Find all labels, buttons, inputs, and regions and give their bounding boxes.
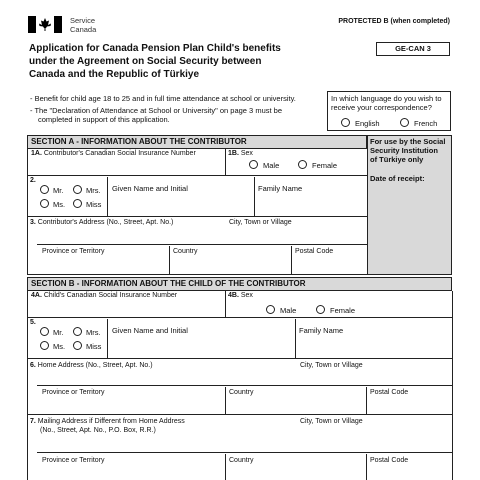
department-name-fr: Canada <box>70 25 97 34</box>
country-label: Country <box>173 248 198 255</box>
contributor-postal-field[interactable] <box>293 258 365 273</box>
child-sin-field[interactable] <box>36 302 222 315</box>
male-label: Male <box>280 306 297 315</box>
contributor-family-name-field[interactable] <box>257 194 365 214</box>
section-a-heading: SECTION A - INFORMATION ABOUT THE CONTRIBUTOR <box>27 135 367 149</box>
contributor-miss-radio[interactable] <box>73 199 82 208</box>
contributor-female-radio[interactable] <box>298 160 307 169</box>
child-ms-radio[interactable] <box>40 341 49 350</box>
mr-label: Mr. <box>53 186 64 195</box>
language-preference-box: In which language do you wish to receive your correspondence? English French <box>327 91 451 131</box>
q3-label: 3. Contributor's Address (No., Street, Apt. No.) <box>30 219 174 226</box>
child-miss-radio[interactable] <box>73 341 82 350</box>
french-label: French <box>414 119 438 128</box>
province-label: Province or Territory <box>42 248 105 255</box>
child-family-name-field[interactable] <box>298 336 450 356</box>
contributor-male-radio[interactable] <box>249 160 258 169</box>
mrs-label: Mrs. <box>86 328 101 337</box>
mrs-label: Mrs. <box>86 186 101 195</box>
contributor-mrs-radio[interactable] <box>73 185 82 194</box>
child-mailing-address-field[interactable] <box>36 436 450 451</box>
mailing-province-field[interactable] <box>38 466 223 480</box>
contributor-country-field[interactable] <box>171 258 289 273</box>
english-radio[interactable] <box>341 118 350 127</box>
postal-label: Postal Code <box>370 457 409 464</box>
country-label: Country <box>229 389 254 396</box>
mailing-country-field[interactable] <box>227 466 364 480</box>
ms-label: Ms. <box>53 342 66 351</box>
city-label: City, Town or Village <box>300 362 363 369</box>
child-postal-field[interactable] <box>368 398 450 413</box>
city-label: City, Town or Village <box>300 418 363 425</box>
q1a-label: 1A. Contributor's Canadian Social Insurance Number <box>31 150 196 157</box>
contributor-address-field[interactable] <box>36 228 366 243</box>
french-radio[interactable] <box>400 118 409 127</box>
mr-label: Mr. <box>53 328 64 337</box>
given-name-label: Given Name and Initial <box>112 326 188 335</box>
notes: - Benefit for child age 18 to 25 and in full time attendance at school or university. - The "Declaration of Attendance at School or University" on page 3 must be completed in support of this application. <box>30 94 296 124</box>
q5-number: 5. <box>30 319 36 326</box>
english-label: English <box>355 119 380 128</box>
contributor-province-field[interactable] <box>38 258 167 273</box>
section-b-heading: SECTION B - INFORMATION ABOUT THE CHILD OF THE CONTRIBUTOR <box>27 277 452 291</box>
child-male-radio[interactable] <box>266 305 275 314</box>
mailing-postal-field[interactable] <box>368 466 450 480</box>
family-name-label: Family Name <box>258 184 303 193</box>
q4b-label: 4B. Sex <box>228 292 253 299</box>
given-name-label: Given Name and Initial <box>112 184 188 193</box>
city-label: City, Town or Village <box>229 219 292 226</box>
contributor-given-name-field[interactable] <box>110 194 252 214</box>
q6-label: 6. Home Address (No., Street, Apt. No.) <box>30 362 153 369</box>
contributor-sin-field[interactable] <box>36 160 222 173</box>
child-mrs-radio[interactable] <box>73 327 82 336</box>
postal-label: Postal Code <box>295 248 334 255</box>
q1b-label: 1B. Sex <box>228 150 253 157</box>
form-code: GE-CAN 3 <box>376 42 450 56</box>
child-mr-radio[interactable] <box>40 327 49 336</box>
child-country-field[interactable] <box>227 398 364 413</box>
province-label: Province or Territory <box>42 457 105 464</box>
family-name-label: Family Name <box>299 326 344 335</box>
department-name: Service <box>70 16 96 25</box>
form-title: Application for Canada Pension Plan Child's benefits under the Agreement on Social Security between Canada and the Republic of Türkiye <box>29 43 281 80</box>
miss-label: Miss <box>86 342 102 351</box>
protected-label: PROTECTED B (when completed) <box>338 18 450 25</box>
child-given-name-field[interactable] <box>110 336 293 356</box>
child-province-field[interactable] <box>38 398 223 413</box>
miss-label: Miss <box>86 200 102 209</box>
q2-number: 2. <box>30 177 36 184</box>
child-female-radio[interactable] <box>316 305 325 314</box>
country-label: Country <box>229 457 254 464</box>
ms-label: Ms. <box>53 200 66 209</box>
contributor-ms-radio[interactable] <box>40 199 49 208</box>
q7-label: 7. Mailing Address if Different from Home Address <box>30 418 185 425</box>
canada-flag-icon <box>28 16 62 33</box>
institution-use-panel: For use by the Social Security Institution of Türkiye only Date of receipt: <box>367 135 452 275</box>
male-label: Male <box>263 161 280 170</box>
female-label: Female <box>330 306 356 315</box>
q4a-label: 4A. Child's Canadian Social Insurance Number <box>31 292 178 299</box>
contributor-mr-radio[interactable] <box>40 185 49 194</box>
province-label: Province or Territory <box>42 389 105 396</box>
q7-sublabel: (No., Street, Apt. No., P.O. Box, R.R.) <box>40 427 156 434</box>
female-label: Female <box>312 161 338 170</box>
postal-label: Postal Code <box>370 389 409 396</box>
child-home-address-field[interactable] <box>36 371 450 384</box>
